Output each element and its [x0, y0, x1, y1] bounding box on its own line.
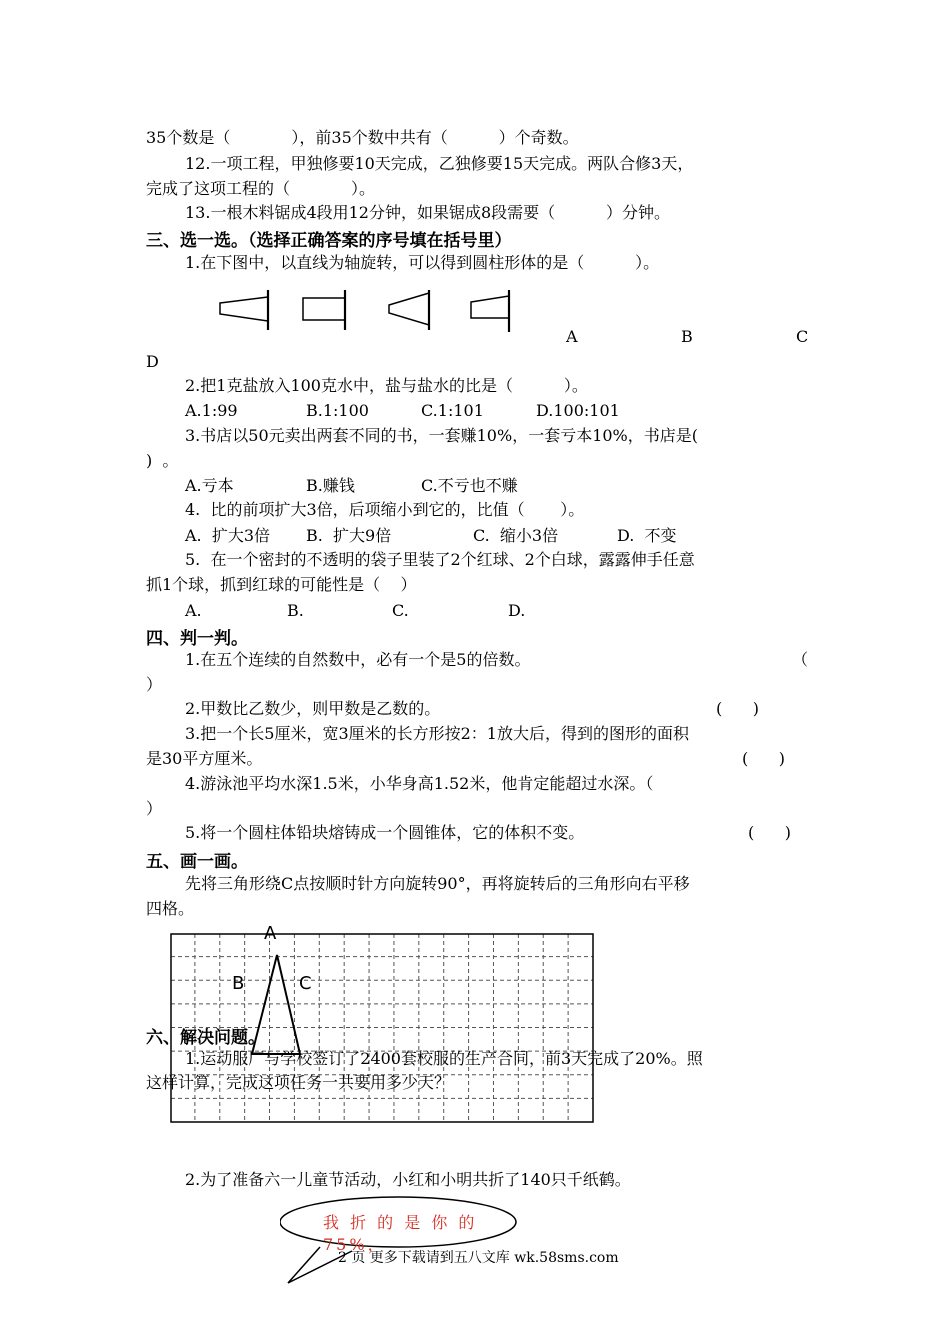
s3-q1-opt-c: C [796, 327, 809, 346]
s3-q5-line1: 5. 在一个密封的不透明的袋子里装了2个红球、2个白球，露露伸手任意 [185, 550, 695, 569]
s4-j4-line2: ） [146, 799, 163, 818]
s3-q1: 1.在下图中，以直线为轴旋转，可以得到圆柱形体的是（ ）。 [185, 253, 660, 272]
s3-q4-opt-c: C. 缩小3倍 [473, 526, 559, 545]
s3-q4-opt-b: B. 扩大9倍 [306, 526, 392, 545]
shape-b [303, 290, 345, 330]
s4-j3-line2: 是30平方厘米。 [146, 749, 263, 768]
s4-j1-paren-close: ） [146, 675, 163, 694]
s3-q2-opt-b: B.1:100 [306, 401, 369, 420]
q13: 13.一根木料锯成4段用12分钟，如果锯成8段需要（ ）分钟。 [185, 203, 671, 222]
s6-p1-line1: 1.运动服厂与学校签订了2400套校服的生产合同，前3天完成了20%。照 [185, 1049, 703, 1068]
s3-q4: 4. 比的前项扩大3倍，后项缩小到它的，比值（ ）。 [185, 500, 585, 519]
s4-j3-line1: 3.把一个长5厘米，宽3厘米的长方形按2：1放大后，得到的图形的面积 [185, 724, 689, 743]
s3-q5-opt-b: B. [287, 601, 304, 620]
vertex-label-c: C [299, 973, 312, 994]
s5-instruction-line1: 先将三角形绕C点按顺时针方向旋转90°，再将旋转后的三角形向右平移 [185, 874, 690, 893]
s3-q1-opt-a: A [566, 327, 578, 346]
s4-j5: 5.将一个圆柱体铅块熔铸成一个圆锥体，它的体积不变。 [185, 823, 585, 842]
section4-heading: 四、判一判。 [146, 629, 248, 649]
s3-q3-line1: 3.书店以50元卖出两套不同的书，一套赚10%，一套亏本10%，书店是( [185, 426, 698, 445]
s5-instruction-line2: 四格。 [146, 899, 195, 918]
s4-j2: 2.甲数比乙数少，则甲数是乙数的。 [185, 699, 441, 718]
s3-q1-opt-d: D [146, 352, 159, 371]
page-footer: 2 页 更多下载请到五八文库 wk.58sms.com [338, 1250, 619, 1266]
section5-heading: 五、画一画。 [146, 852, 248, 872]
bubble-text-line1: 我 折 的 是 你 的 [323, 1213, 478, 1232]
s6-p2: 2.为了准备六一儿童节活动，小红和小明共折了140只千纸鹤。 [185, 1170, 631, 1189]
s3-q2-opt-a: A.1:99 [185, 401, 238, 420]
vertex-label-a: A [264, 923, 277, 944]
section6-heading: 六、解决问题。 [146, 1028, 265, 1048]
shape-d [471, 290, 509, 332]
s4-j2-paren: ( ) [716, 699, 759, 718]
s3-q1-opt-b: B [681, 327, 693, 346]
s3-q2-opt-c: C.1:101 [421, 401, 484, 420]
section3-heading: 三、选一选。（选择正确答案的序号填在括号里） [146, 231, 512, 251]
s3-q4-opt-d: D. 不变 [617, 526, 677, 545]
s3-q5-line2: 抓1个球，抓到红球的可能性是（ ） [146, 575, 417, 594]
s3-q3-opt-a: A.亏本 [185, 476, 234, 495]
q12-line1: 12.一项工程，甲独修要10天完成，乙独修要15天完成。两队合修3天， [185, 154, 694, 173]
speech-bubble [280, 1195, 525, 1287]
q12-line2: 完成了这项工程的（ ）。 [146, 179, 376, 198]
s3-q3-opt-c: C.不亏也不赚 [421, 476, 518, 495]
s3-q5-opt-c: C. [392, 601, 409, 620]
s6-p1-line2: 这样计算，完成这项任务一共要用多少天？ [146, 1073, 451, 1092]
s3-q4-opt-a: A. 扩大3倍 [185, 526, 270, 545]
s4-j5-paren: ( ) [748, 823, 791, 842]
s4-j3-paren: ( ) [742, 749, 785, 768]
s3-q3-opt-b: B.赚钱 [306, 476, 355, 495]
bubble-text-line2: 75%， [323, 1235, 387, 1254]
vertex-label-b: B [232, 973, 245, 994]
q11-continuation: 35个数是（ ），前35个数中共有（ ）个奇数。 [146, 128, 579, 147]
s4-j1: 1.在五个连续的自然数中，必有一个是5的倍数。 [185, 650, 531, 669]
shape-a [220, 290, 268, 330]
s3-q5-opt-d: D. [508, 601, 526, 620]
rotation-shapes-figure [215, 288, 515, 338]
s3-q2-opt-d: D.100:101 [536, 401, 620, 420]
shape-c [389, 290, 429, 330]
s4-j4-line1: 4.游泳池平均水深1.5米，小华身高1.52米，他肯定能超过水深。（ [185, 774, 654, 793]
s4-j1-paren-open: （ [792, 650, 809, 669]
s3-q2: 2.把1克盐放入100克水中，盐与盐水的比是（ ）。 [185, 376, 588, 395]
s3-q5-opt-a: A. [185, 601, 202, 620]
s3-q3-line2: ) 。 [146, 451, 179, 470]
